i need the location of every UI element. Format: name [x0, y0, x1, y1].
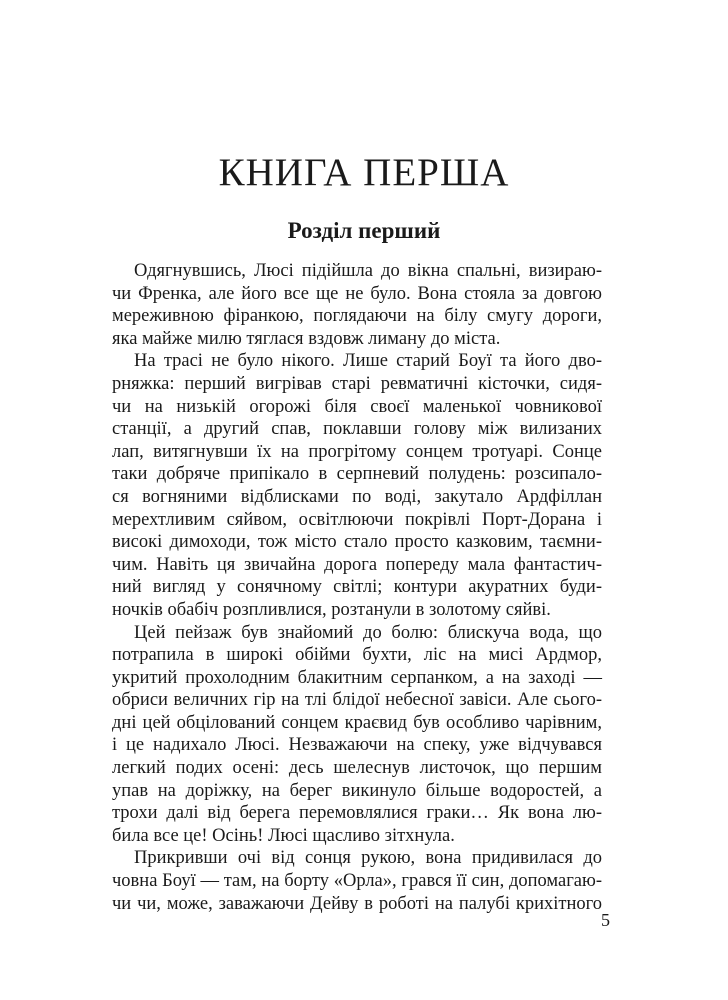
text-line: трохи далі від берега перемовлялися граки… Як вона лю-: [112, 803, 602, 824]
text-line: упав на доріжку, на берег викинуло більше водоростей, а: [112, 780, 602, 801]
text-line: Прикривши очі від сонця рукою, вона придивилася до: [134, 848, 602, 869]
text-line: обриси величних гір на тлі блідої небесної завіси. Але сього-: [112, 690, 602, 711]
text-line: чи чи, може, заважаючи Дейву в роботі на палубі крихітного: [112, 893, 602, 914]
paragraph: [112, 622, 602, 848]
text-line: потрапила в широкі обійми бухти, ліс на мисі Ардмор,: [112, 645, 602, 666]
text-line: таки добряче припікало в серпневий полудень: розсипало-: [112, 464, 602, 485]
text-line: На трасі не було нікого. Лише старий Боуї та його дво-: [134, 351, 602, 372]
text-line: Цей пейзаж був знайомий до болю: блискуча вода, що: [134, 622, 602, 643]
text-line: чи на низькій огорожі біля своєї маленької човникової: [112, 396, 602, 417]
text-line: станції, а другий спав, поклавши голову між вилизаних: [112, 419, 602, 440]
text-line: Одягнувшись, Люсі підійшла до вікна спальні, визираю-: [134, 261, 602, 281]
text-line: ся вогняними відблисками по воді, закутало Ардфіллан: [112, 486, 602, 507]
text-line: лап, витягнувши їх на прогрітому сонцем тротуарі. Сонце: [112, 441, 602, 462]
text-line: дні цей обцілований сонцем краєвид був особливо чарівним,: [112, 712, 602, 733]
text-line: рняжка: перший вигрівав старі ревматичні кісточки, сидя-: [112, 373, 602, 394]
chapter-title: Розділ перший: [287, 218, 441, 243]
text-line: чим. Навіть ця звичайна дорога попереду мала фантастич-: [112, 554, 602, 575]
text-line: била все це! Осінь! Люсі щасливо зітхнула.: [112, 825, 455, 846]
text-line: яка майже милю тяглася вздовж лиману до міста.: [112, 328, 501, 349]
text-line: легкий подих осені: десь шелеснув листочок, що першим: [112, 758, 602, 779]
text-line: чи Френка, але його все ще не було. Вона стояла за довгою: [112, 283, 602, 304]
text-line: ночків обабіч розпливлися, розтанули в золотому сяйві.: [112, 599, 551, 620]
chapter-body: [112, 260, 602, 915]
paragraph: [112, 350, 602, 621]
text-line: високі димоходи, тож місто стало просто казковим, таємни-: [112, 532, 602, 553]
text-line: укритий прохолодним блакитним серпанком, а на заході —: [112, 667, 602, 688]
text-line: і це надихало Люсі. Незважаючи на спеку, уже відчувався: [112, 735, 602, 756]
text-line: ний вигляд у сонячному світлі; контури акуратних буди-: [112, 577, 602, 598]
text-line: човна Боуї — там, на борту «Орла», грався її син, допомагаю-: [112, 871, 602, 892]
paragraph: [112, 847, 602, 915]
text-line: мереживною фіранкою, поглядаючи на білу смугу дороги,: [112, 306, 602, 327]
paragraph: [112, 260, 602, 350]
text-line: мерехтливим сяйвом, освітлюючи покрівлі Порт-Дорана і: [112, 509, 602, 530]
book-title: КНИГА ПЕРША: [218, 151, 510, 194]
page-number: 5: [601, 910, 610, 930]
